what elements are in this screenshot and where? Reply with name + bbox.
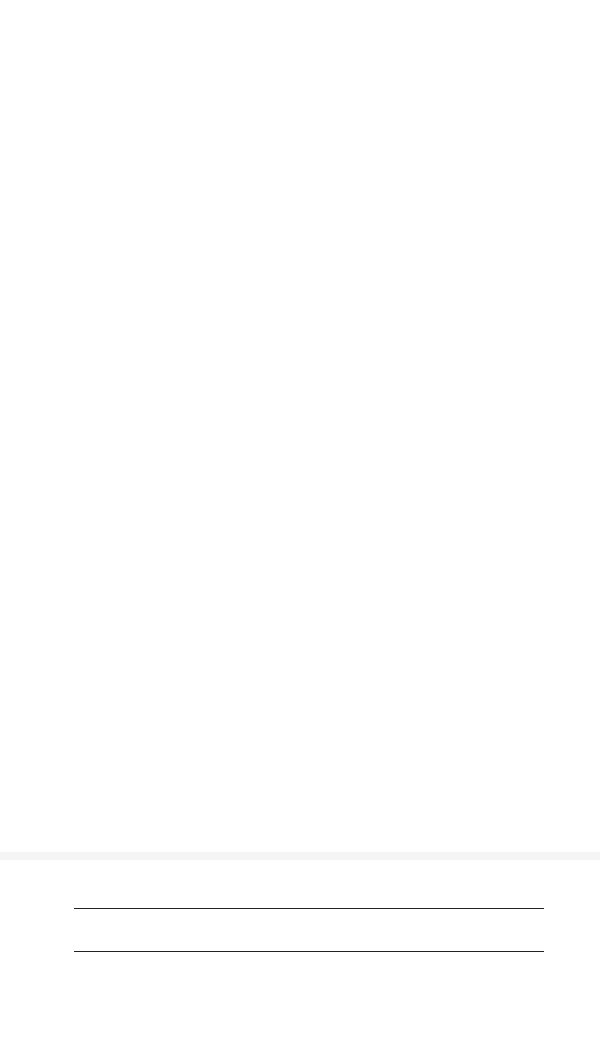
note-top-line <box>74 908 544 909</box>
note-divider <box>74 951 544 952</box>
page-2 <box>0 860 600 1060</box>
